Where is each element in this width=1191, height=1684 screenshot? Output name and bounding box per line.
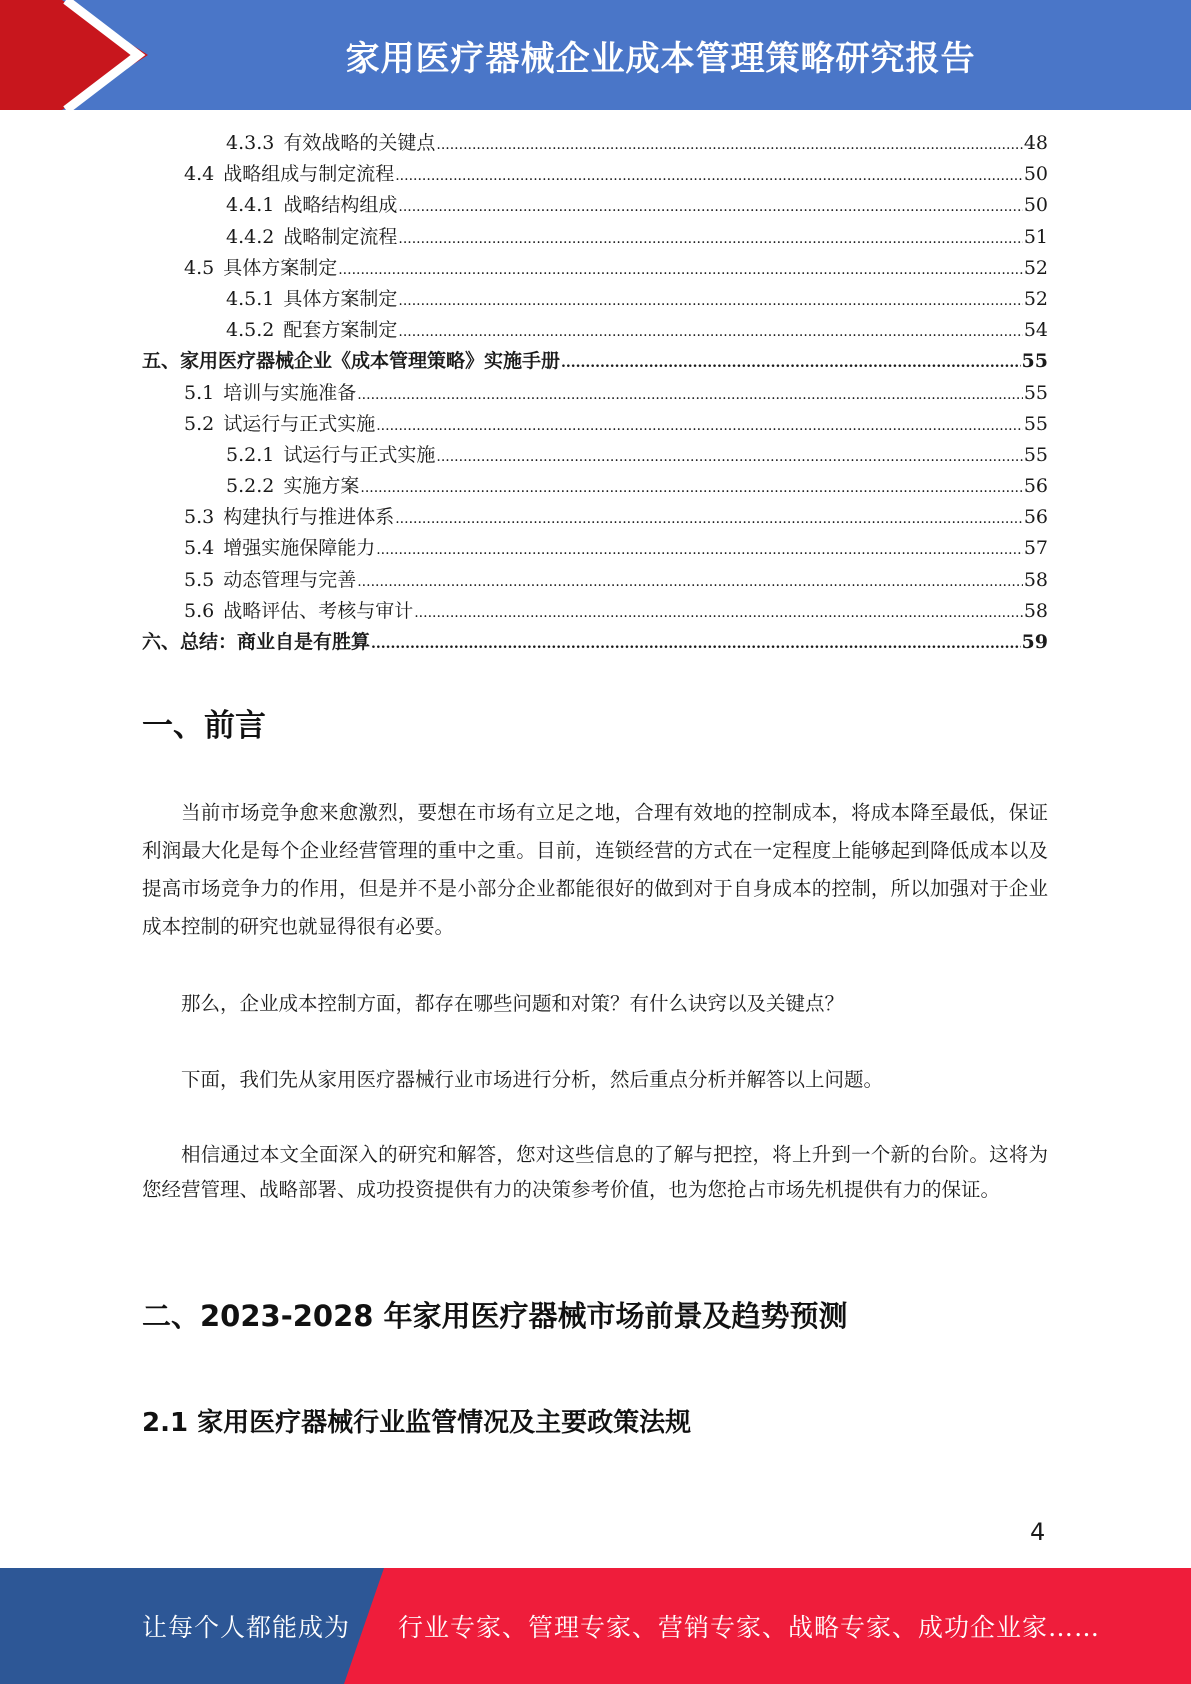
toc-entry[interactable] bbox=[142, 596, 1048, 627]
toc-dot-leader bbox=[398, 192, 1022, 223]
toc-entry[interactable] bbox=[142, 627, 1048, 658]
toc-entry[interactable] bbox=[142, 128, 1048, 159]
toc-entry-number: 5.5 bbox=[184, 568, 215, 591]
preface-paragraph-4: 相信通过本文全面深入的研究和解答，您对这些信息的了解与把控，将上升到一个新的台阶。这将为您经营管理、战略部署、成功投资提供有力的决策参考价值，也为您抢占市场先机提供有力的保证。 bbox=[142, 1143, 1048, 1201]
toc-entry-page: 58 bbox=[1023, 599, 1048, 622]
toc-entry-page: 56 bbox=[1023, 506, 1048, 529]
toc-entry-page: 58 bbox=[1023, 568, 1048, 591]
toc-dot-leader bbox=[398, 224, 1022, 255]
toc-entry[interactable] bbox=[142, 502, 1048, 533]
toc-entry[interactable] bbox=[142, 159, 1048, 190]
footer-slogan-left: 让每个人都能成为 bbox=[142, 1613, 351, 1642]
toc-entry-page: 55 bbox=[1023, 443, 1048, 466]
section-heading-preface: 一、前言 bbox=[142, 708, 266, 744]
toc-dot-leader bbox=[360, 473, 1022, 504]
toc-entry-number: 4.3.3 bbox=[226, 132, 275, 154]
toc-dot-leader bbox=[376, 535, 1023, 566]
toc-entry-title: 五、家用医疗器械企业《成本管理策略》实施手册 bbox=[142, 350, 561, 373]
toc-dot-leader bbox=[436, 442, 1022, 473]
toc-entry-number: 4.5.2 bbox=[226, 319, 275, 342]
toc-entry-title: 六、总结：商业自是有胜算 bbox=[142, 631, 371, 653]
toc-entry-title: 试运行与正式实施 bbox=[283, 443, 436, 466]
toc-entry-title: 培训与实施准备 bbox=[223, 381, 357, 404]
toc-entry-page: 55 bbox=[1023, 412, 1048, 435]
toc-entry-title: 增强实施保障能力 bbox=[223, 537, 376, 560]
toc-entry-number: 5.2 bbox=[184, 412, 215, 435]
toc-entry-page: 50 bbox=[1023, 194, 1048, 217]
toc-entry[interactable] bbox=[142, 565, 1048, 596]
toc-dot-leader bbox=[398, 317, 1022, 348]
toc-entry-title: 试运行与正式实施 bbox=[223, 412, 376, 435]
toc-entry-title: 构建执行与推进体系 bbox=[223, 506, 395, 529]
toc-entry-page: 48 bbox=[1023, 132, 1048, 154]
toc-dot-leader bbox=[357, 567, 1023, 598]
toc-entry-number: 5.4 bbox=[184, 537, 215, 560]
page-header bbox=[0, 0, 1191, 110]
toc-entry-page: 51 bbox=[1023, 225, 1048, 248]
toc-entry[interactable] bbox=[142, 378, 1048, 409]
toc-entry-number: 4.5.1 bbox=[226, 287, 275, 310]
toc-entry-page: 52 bbox=[1023, 287, 1048, 310]
toc-dot-leader bbox=[338, 255, 1023, 286]
toc-entry-title: 战略组成与制定流程 bbox=[223, 163, 395, 186]
toc-entry-title: 战略制定流程 bbox=[283, 225, 398, 248]
preface-paragraph-1: 当前市场竞争愈来愈激烈，要想在市场有立足之地，合理有效地的控制成本，将成本降至最低，保证利润最大化是每个企业经营管理的重中之重。目前，连锁经营的方式在一定程度上能够起到降低成本以及提高市场竞争力的作用，但是并不是小部分企业都能很好的做到对于自身成本的控制，所以加强对于企业成本控制的研究也就显得很有必要。 bbox=[142, 801, 1048, 938]
toc-entry-page: 56 bbox=[1023, 475, 1048, 498]
document-title: 家用医疗器械企业成本管理策略研究报告 bbox=[345, 38, 976, 79]
toc-entry-title: 战略结构组成 bbox=[283, 194, 398, 217]
toc-entry-number: 4.5 bbox=[184, 256, 215, 279]
toc-entry[interactable] bbox=[142, 190, 1048, 221]
toc-entry-number: 4.4.1 bbox=[226, 194, 275, 217]
toc-entry-page: 50 bbox=[1023, 163, 1048, 186]
toc-entry-page: 55 bbox=[1021, 350, 1048, 373]
toc-entry-title: 具体方案制定 bbox=[283, 287, 398, 310]
page-footer bbox=[0, 1568, 1191, 1684]
preface-paragraph-3: 下面，我们先从家用医疗器械行业市场进行分析，然后重点分析并解答以上问题。 bbox=[181, 1068, 884, 1091]
toc-entry[interactable] bbox=[142, 222, 1048, 253]
toc-entry-page: 52 bbox=[1023, 256, 1048, 279]
toc-dot-leader bbox=[398, 286, 1022, 317]
toc-entry-number: 5.6 bbox=[184, 599, 215, 622]
toc-entry-page: 55 bbox=[1023, 381, 1048, 404]
toc-dot-leader bbox=[376, 411, 1023, 442]
toc-entry-page: 57 bbox=[1023, 537, 1048, 560]
toc-entry-title: 战略评估、考核与审计 bbox=[223, 599, 414, 622]
toc-dot-leader bbox=[371, 629, 1021, 660]
toc-entry-number: 5.2.2 bbox=[226, 475, 275, 498]
toc-entry-number: 5.3 bbox=[184, 506, 215, 529]
toc-entry-title: 有效战略的关键点 bbox=[283, 132, 436, 154]
toc-entry-page: 54 bbox=[1023, 319, 1048, 342]
toc-dot-leader bbox=[395, 504, 1023, 535]
toc-dot-leader bbox=[561, 348, 1021, 379]
toc-entry-number: 5.2.1 bbox=[226, 443, 275, 466]
toc-entry[interactable] bbox=[142, 533, 1048, 564]
toc-entry-title: 动态管理与完善 bbox=[223, 568, 357, 591]
toc-entry-title: 实施方案 bbox=[283, 475, 360, 498]
header-arrow-decoration bbox=[0, 0, 150, 110]
toc-entry-title: 具体方案制定 bbox=[223, 256, 338, 279]
toc-dot-leader bbox=[414, 598, 1023, 629]
toc-dot-leader bbox=[436, 130, 1022, 161]
preface-paragraph-2: 那么，企业成本控制方面，都存在哪些问题和对策？有什么诀窍以及关键点？ bbox=[181, 992, 845, 1015]
toc-entry-title: 配套方案制定 bbox=[283, 319, 398, 342]
toc-entry-page: 59 bbox=[1021, 631, 1048, 653]
section-heading-market-outlook: 二、2023-2028 年家用医疗器械市场前景及趋势预测 bbox=[142, 1299, 848, 1333]
toc-dot-leader bbox=[357, 380, 1023, 411]
subsection-heading-regulation: 2.1 家用医疗器械行业监管情况及主要政策法规 bbox=[142, 1408, 692, 1438]
table-of-contents bbox=[142, 128, 1048, 658]
toc-entry-number: 4.4.2 bbox=[226, 225, 275, 248]
toc-entry-number: 5.1 bbox=[184, 381, 215, 404]
toc-entry[interactable] bbox=[142, 315, 1048, 346]
toc-entry[interactable] bbox=[142, 471, 1048, 502]
footer-slogan-right: 行业专家、管理专家、营销专家、战略专家、成功企业家…… bbox=[398, 1613, 1101, 1642]
page-number: 4 bbox=[1030, 1518, 1046, 1546]
toc-entry[interactable] bbox=[142, 253, 1048, 284]
toc-entry[interactable] bbox=[142, 409, 1048, 440]
toc-entry[interactable] bbox=[142, 346, 1048, 377]
toc-entry[interactable] bbox=[142, 440, 1048, 471]
toc-dot-leader bbox=[395, 161, 1023, 192]
toc-entry[interactable] bbox=[142, 284, 1048, 315]
toc-entry-number: 4.4 bbox=[184, 163, 215, 186]
